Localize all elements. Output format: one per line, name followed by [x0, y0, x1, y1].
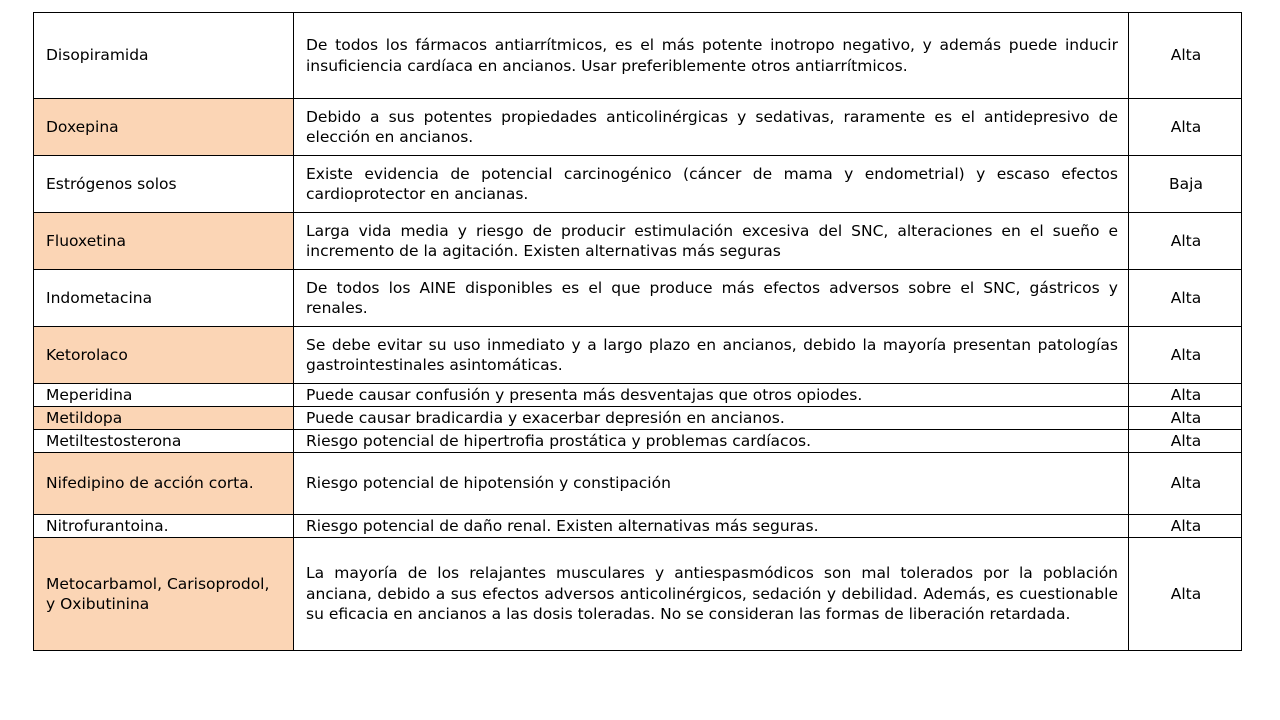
drug-name-cell: Nitrofurantoina. — [34, 515, 294, 538]
table-row — [34, 430, 1242, 453]
drug-name-cell: Fluoxetina — [34, 213, 294, 270]
drug-name-cell: Nifedipino de acción corta. — [34, 453, 294, 515]
level-cell: Alta — [1129, 213, 1242, 270]
table-row — [34, 407, 1242, 430]
drug-name-cell: Ketorolaco — [34, 327, 294, 384]
table-row — [34, 515, 1242, 538]
description-cell: Riesgo potencial de daño renal. Existen alternativas más seguras. — [294, 515, 1129, 538]
drug-table — [33, 12, 1242, 651]
drug-name-cell: Metildopa — [34, 407, 294, 430]
description-cell: Existe evidencia de potencial carcinogénico (cáncer de mama y endometrial) y escaso efectos cardioprotector en ancianas. — [294, 156, 1129, 213]
table-row — [34, 384, 1242, 407]
level-cell: Alta — [1129, 99, 1242, 156]
description-cell: Larga vida media y riesgo de producir estimulación excesiva del SNC, alteraciones en el sueño e incremento de la agitación. Existen alternativas más seguras — [294, 213, 1129, 270]
description-cell: Riesgo potencial de hipotensión y constipación — [294, 453, 1129, 515]
table-row — [34, 99, 1242, 156]
description-cell: Puede causar bradicardia y exacerbar depresión en ancianos. — [294, 407, 1129, 430]
table-row — [34, 213, 1242, 270]
description-cell: Riesgo potencial de hipertrofia prostática y problemas cardíacos. — [294, 430, 1129, 453]
level-cell: Alta — [1129, 13, 1242, 99]
description-cell: La mayoría de los relajantes musculares y antiespasmódicos son mal tolerados por la población anciana, debido a sus efectos adversos anticolinérgicos, sedación y debilidad. Además, es cuestionable su eficacia en ancianos a las dosis toleradas. No se consideran las formas de liberación retardada. — [294, 538, 1129, 651]
level-cell: Alta — [1129, 453, 1242, 515]
level-cell: Alta — [1129, 515, 1242, 538]
description-cell: De todos los AINE disponibles es el que produce más efectos adversos sobre el SNC, gástricos y renales. — [294, 270, 1129, 327]
level-cell: Alta — [1129, 270, 1242, 327]
level-cell: Baja — [1129, 156, 1242, 213]
level-cell: Alta — [1129, 538, 1242, 651]
level-cell: Alta — [1129, 384, 1242, 407]
level-cell: Alta — [1129, 327, 1242, 384]
description-cell: Debido a sus potentes propiedades anticolinérgicas y sedativas, raramente es el antidepresivo de elección en ancianos. — [294, 99, 1129, 156]
description-cell: De todos los fármacos antiarrítmicos, es el más potente inotropo negativo, y además puede inducir insuficiencia cardíaca en ancianos. Usar preferiblemente otros antiarrítmicos. — [294, 13, 1129, 99]
drug-name-cell: Metocarbamol, Carisoprodol, y Oxibutinina — [34, 538, 294, 651]
drug-name-cell: Indometacina — [34, 270, 294, 327]
table-row — [34, 453, 1242, 515]
drug-name-cell: Estrógenos solos — [34, 156, 294, 213]
table-row — [34, 13, 1242, 99]
drug-name-cell: Doxepina — [34, 99, 294, 156]
drug-name-cell: Disopiramida — [34, 13, 294, 99]
description-cell: Se debe evitar su uso inmediato y a largo plazo en ancianos, debido la mayoría presentan patologías gastrointestinales asintomáticas. — [294, 327, 1129, 384]
drug-name-cell: Meperidina — [34, 384, 294, 407]
description-cell: Puede causar confusión y presenta más desventajas que otros opiodes. — [294, 384, 1129, 407]
table-row — [34, 270, 1242, 327]
table-row — [34, 538, 1242, 651]
table-row — [34, 327, 1242, 384]
table-row — [34, 156, 1242, 213]
level-cell: Alta — [1129, 407, 1242, 430]
level-cell: Alta — [1129, 430, 1242, 453]
drug-name-cell: Metiltestosterona — [34, 430, 294, 453]
